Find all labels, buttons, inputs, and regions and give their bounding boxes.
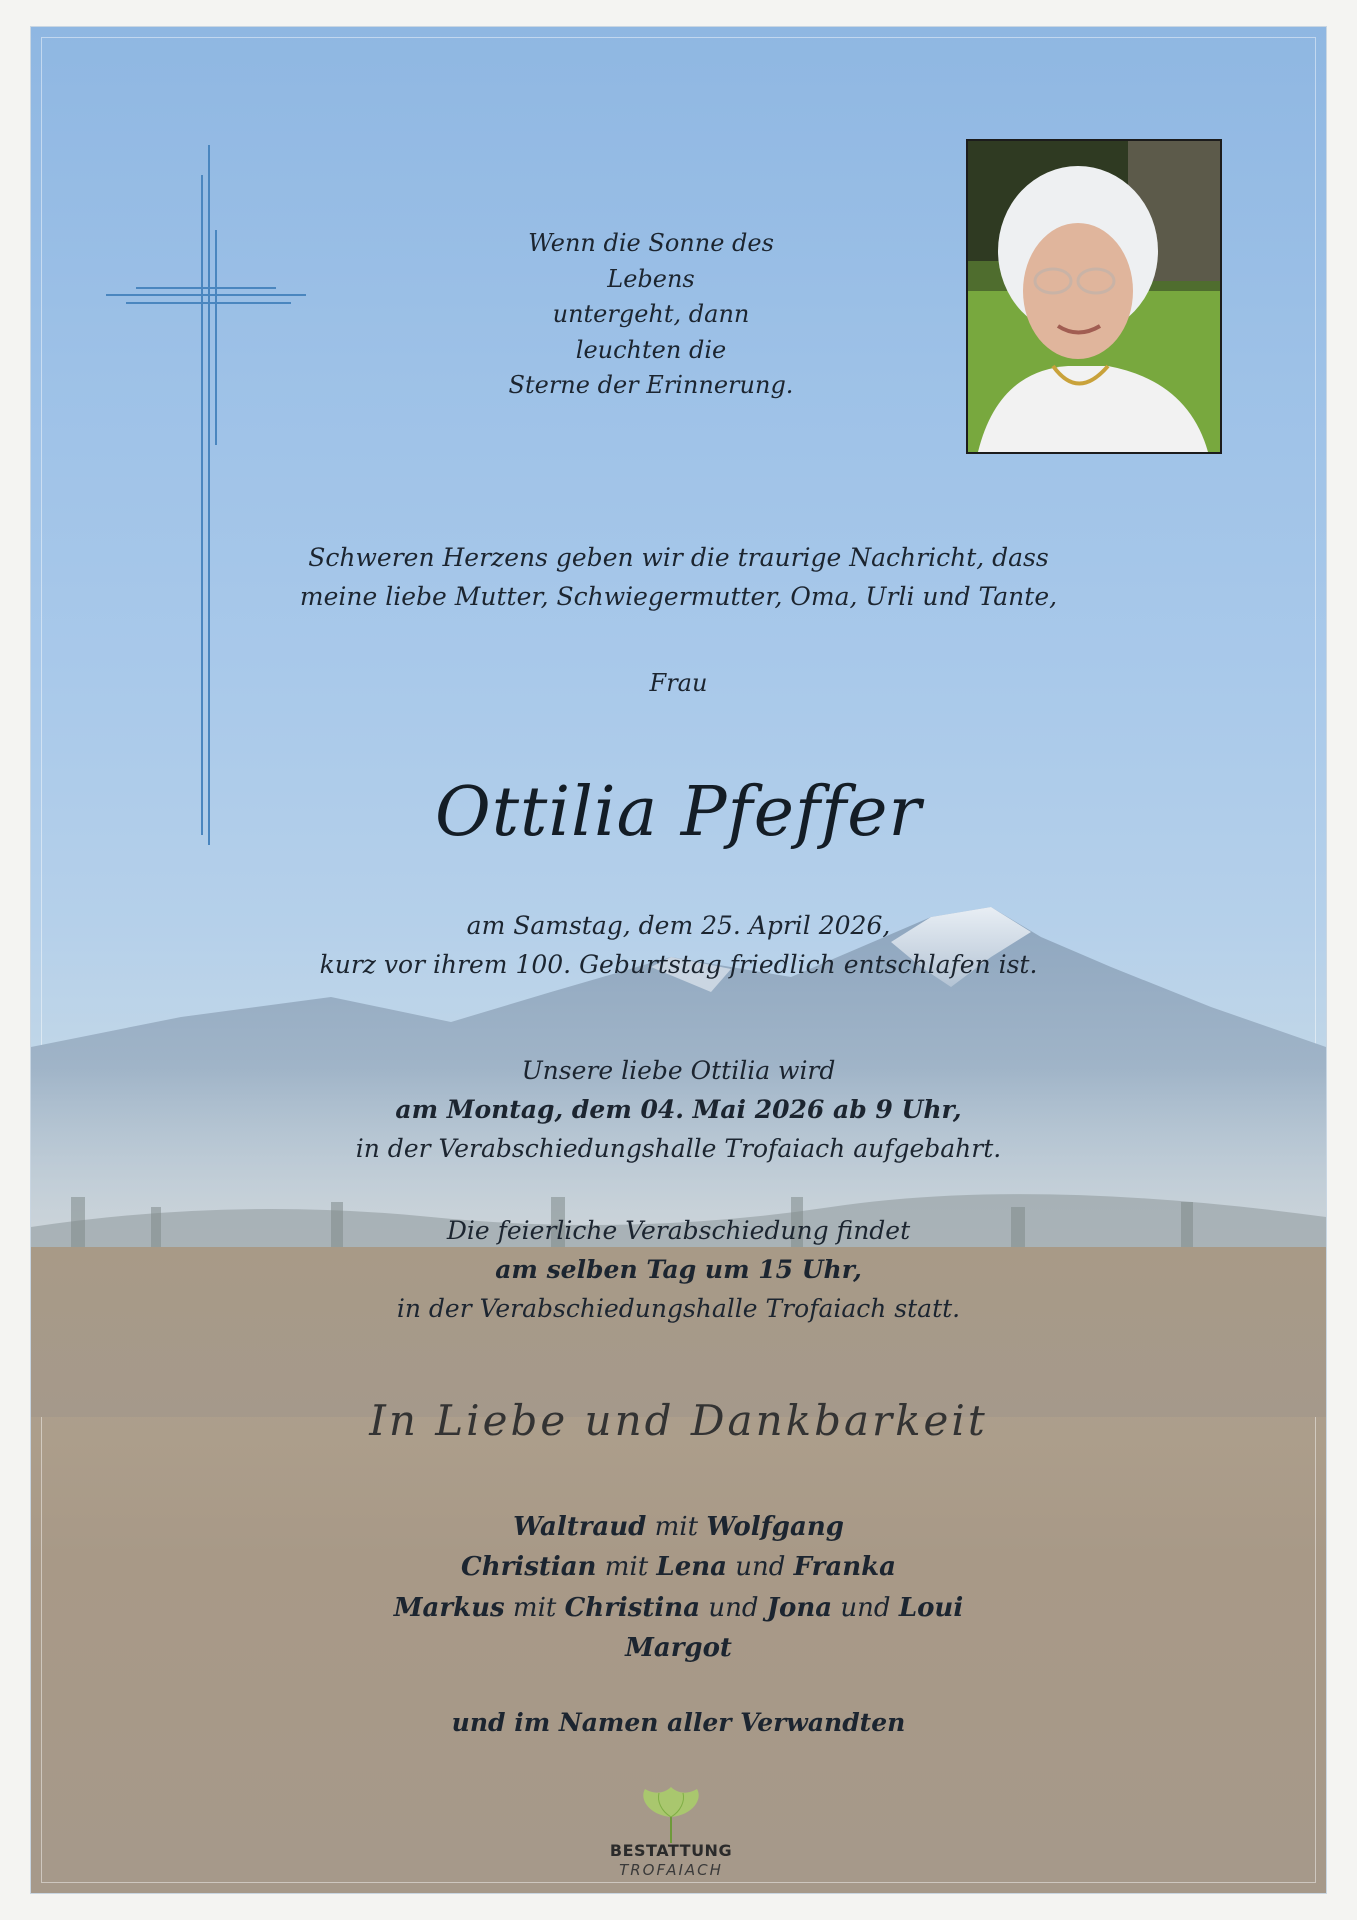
ceremony-info — [31, 1212, 1326, 1328]
family-row: Waltraud mit Wolfgang — [513, 1512, 844, 1542]
viewing-line: Unsere liebe Ottilia wird — [521, 1056, 836, 1085]
family-list — [31, 1507, 1326, 1668]
announcement-intro — [31, 539, 1326, 617]
portrait-photo — [966, 139, 1222, 454]
family-row: Markus mit Christina und Jona und Loui — [393, 1592, 964, 1623]
funeral-home-logo — [571, 1785, 771, 1890]
intro-line: meine liebe Mutter, Schwiegermutter, Oma, Urli und Tante, — [299, 581, 1058, 611]
ceremony-time: am selben Tag um 15 Uhr, — [495, 1254, 862, 1284]
cross-icon — [106, 145, 306, 845]
family-row: Margot — [625, 1632, 732, 1663]
deceased-name: Ottilia Pfeffer — [434, 773, 923, 852]
relatives-line: und im Namen aller Verwandten — [451, 1708, 906, 1737]
death-notice — [31, 907, 1326, 985]
logo-subtitle: TROFAIACH — [619, 1861, 723, 1879]
thanks-heading: In Liebe und Dankbarkeit — [369, 1396, 988, 1445]
family-row: Christian mit Lena und Franka — [461, 1552, 896, 1583]
viewing-info — [31, 1052, 1326, 1168]
intro-line: Schweren Herzens geben wir die traurige Nachricht, dass — [308, 543, 1049, 572]
obituary-card — [30, 26, 1327, 1894]
verse — [501, 226, 801, 404]
ceremony-line: in der Verabschiedungshalle Trofaiach statt. — [396, 1293, 961, 1323]
ceremony-line: Die feierliche Verabschiedung findet — [446, 1216, 911, 1245]
viewing-line: in der Verabschiedungshalle Trofaiach aufgebahrt. — [355, 1133, 1002, 1163]
verse-line: Sterne der Erinnerung. — [508, 371, 794, 400]
verse-line: untergeht, dann leuchten die — [552, 300, 750, 364]
logo-title: BESTATTUNG — [609, 1841, 733, 1860]
viewing-date: am Montag, dem 04. Mai 2026 ab 9 Uhr, — [395, 1094, 962, 1124]
verse-line: Wenn die Sonne des Lebens — [528, 229, 774, 293]
death-line: am Samstag, dem 25. April 2026, — [466, 911, 891, 940]
death-line: kurz vor ihrem 100. Geburtstag friedlich entschlafen ist. — [319, 949, 1038, 979]
ginkgo-leaf-icon — [631, 1785, 711, 1845]
salutation: Frau — [649, 669, 708, 697]
